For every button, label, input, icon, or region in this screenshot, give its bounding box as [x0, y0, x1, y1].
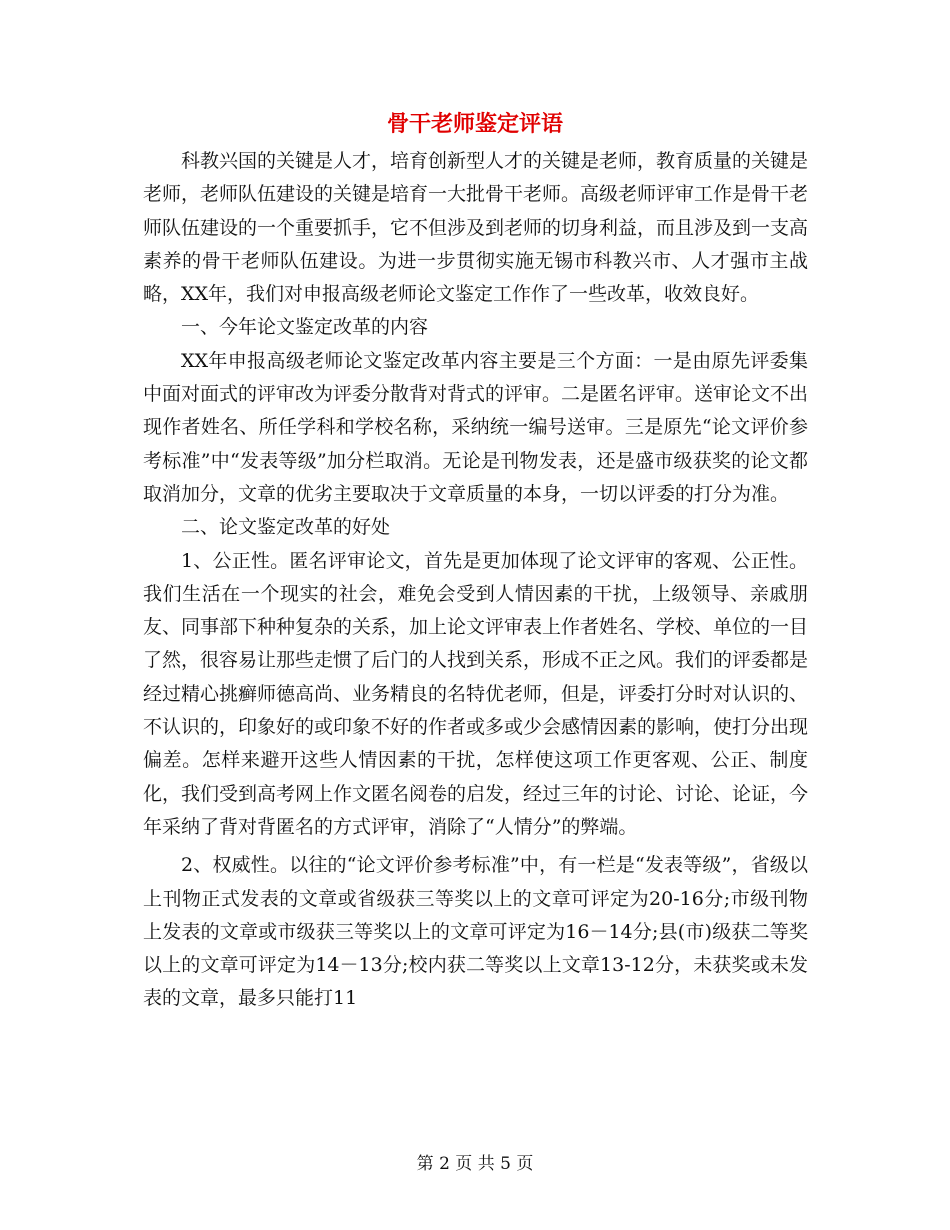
- document-body: [143, 145, 808, 1016]
- section-heading-2: 二、论文鉴定改革的好处: [181, 516, 391, 539]
- section-heading-1: 一、今年论文鉴定改革的内容: [181, 316, 429, 339]
- paragraph-intro: 科教兴国的关键是人才，培育创新型人才的关键是老师，教育质量的关键是老师，老师队伍建设的关键是培育一大批骨干老师。高级老师评审工作是骨干老师队伍建设的一个重要抓手，它不但涉及到老师的切身利益，而且涉及到一支高素养的骨干老师队伍建设。为进一步贯彻实施无锡市科教兴市、人才强市主战略，XX年，我们对申报高级老师论文鉴定工作作了一些改革，收效良好。: [143, 150, 809, 306]
- page-number-footer: 第 2 页 共 5 页: [416, 1154, 534, 1174]
- paragraph-authority: 2、权威性。以往的“论文评价参考标准”中，有一栏是“发表等级”，省级以上刊物正式发表的文章或省级获三等奖以上的文章可评定为20-16分;市级刊物上发表的文章或市级获三等奖以上的文章可评定为16－14分;县(市)级获二等奖以上的文章可评定为14－13分;校内获二等奖以上文章13-12分，未获奖或未发表的文章，最多只能打11: [143, 854, 808, 1010]
- paragraph-reform-content: XX年申报高级老师论文鉴定改革内容主要是三个方面：一是由原先评委集中面对面式的评审改为评委分散背对背式的评审。二是匿名评审。送审论文不出现作者姓名、所任学科和学校名称，采纳统一编号送审。三是原先“论文评价参考标准”中“发表等级”加分栏取消。无论是刊物发表，还是盛市级获奖的论文都取消加分，文章的优劣主要取决于文章质量的本身，一切以评委的打分为准。: [143, 349, 809, 505]
- paragraph-fairness: 1、公正性。匿名评审论文，首先是更加体现了论文评审的客观、公正性。我们生活在一个现实的社会，难免会受到人情因素的干扰，上级领导、亲戚朋友、同事部下种种复杂的关系，加上论文评审表上作者姓名、学校、单位的一目了然，很容易让那些走惯了后门的人找到关系，形成不正之风。我们的评委都是经过精心挑癣师德高尚、业务精良的名特优老师，但是，评委打分时对认识的、不认识的，印象好的或印象不好的作者或多或少会感情因素的影响，使打分出现偏差。怎样来避开这些人情因素的干扰，怎样使这项工作更客观、公正、制度化，我们受到高考网上作文匿名阅卷的启发，经过三年的讨论、讨论、论证，今年采纳了背对背匿名的方式评审，消除了“人情分”的弊端。: [143, 549, 809, 838]
- document-title: 骨干老师鉴定评语: [386, 111, 563, 137]
